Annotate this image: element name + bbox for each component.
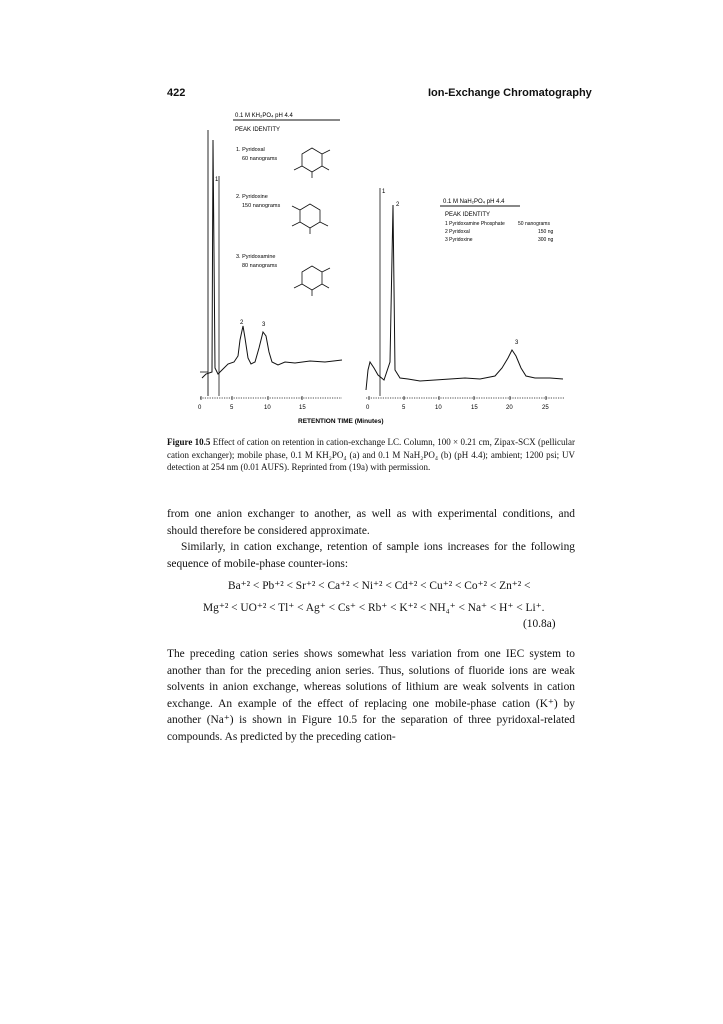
pyridoxamine-structure: [294, 266, 330, 296]
figure-caption-text: Effect of cation on retention in cation-exchange LC. Column, 100 × 0.21 cm, Zipax-SCX (pellicular cation exchanger); mobile phase, 0.1 M KH₂PO₄ (a) and 0.1 M NaH₂PO₄ (b) (pH 4.4); ambient; 1200 psi; UV detection at 254 nm (0.01 AUFS). Reprinted from (19a) with permission.: [167, 437, 575, 472]
right-tick-15: 15: [471, 405, 478, 411]
left-peak-3-number: 3: [262, 322, 266, 328]
left-peak-3-amount: 80 nanograms: [242, 263, 278, 269]
left-peak-1-amount: 60 nanograms: [242, 156, 278, 162]
right-peak-2-label: 2 Pyridoxal: [445, 229, 470, 235]
right-peak-1-label: 1 Pyridoxamine Phosphate: [445, 221, 505, 227]
left-peak-2-label: 2. Pyridoxine: [236, 194, 268, 200]
right-tick-10: 10: [435, 405, 442, 411]
right-peak-identity-title: PEAK IDENTITY: [445, 212, 491, 218]
paragraph-3: The preceding cation series shows somewhat less variation from one IEC system to another than for the preceding anion series. Thus, solutions of fluoride ions are weak solvents in anion exchange, whereas solutions of lithium are weak solvents in cation exchange. An example of the effect of replacing one mobile-phase cation (K⁺) by another (Na⁺) is shown in Figure 10.5 for the separation of three pyridoxal-related compounds. As predicted by the preceding cation-: [167, 648, 575, 743]
left-peak-1-number: 1: [215, 177, 219, 183]
right-peak-2-number: 2: [396, 202, 400, 208]
right-peak-3-number: 3: [515, 340, 519, 346]
left-peak-identity-title: PEAK IDENTITY: [235, 127, 281, 133]
right-tick-20: 20: [506, 405, 513, 411]
paragraph-1: from one anion exchanger to another, as well as with experimental conditions, and should therefore be considered approximate.: [167, 508, 575, 537]
figure-caption-label: Figure 10.5: [167, 437, 211, 447]
left-tick-0: 0: [198, 405, 202, 411]
left-tick-5: 5: [230, 405, 234, 411]
pyridoxal-structure: [294, 148, 330, 178]
left-peak-2-amount: 150 nanograms: [242, 203, 281, 209]
equation-number: (10.8a): [523, 618, 556, 630]
equation-line-2: Mg⁺² < UO⁺² < Tl⁺ < Ag⁺ < Cs⁺ < Rb⁺ < K⁺² < NH₄⁺ < Na⁺ < H⁺ < Li⁺.: [203, 602, 545, 614]
left-peak-2-number: 2: [240, 320, 244, 326]
right-peak-1-number: 1: [382, 189, 386, 195]
right-peak-1-amount: 50 nanograms: [518, 221, 550, 227]
page-number: 422: [167, 87, 186, 99]
right-peak-3-amount: 300 ng: [538, 237, 554, 243]
equation-line-1: Ba⁺² < Pb⁺² < Sr⁺² < Ca⁺² < Ni⁺² < Cd⁺² < Cu⁺² < Co⁺² < Zn⁺² <: [228, 580, 531, 592]
running-title: Ion-Exchange Chromatography: [428, 87, 592, 99]
figure-caption: [167, 436, 575, 474]
right-peak-3-label: 3 Pyridoxine: [445, 237, 473, 243]
pyridoxine-structure: [292, 204, 328, 234]
left-eluent: 0.1 M KH₂PO₄ pH 4.4: [235, 113, 293, 119]
left-tick-10: 10: [264, 405, 271, 411]
right-tick-0: 0: [366, 405, 370, 411]
left-peak-1-label: 1. Pyridoxal: [236, 147, 265, 153]
x-axis-label: RETENTION TIME (Minutes): [298, 418, 384, 425]
right-tick-5: 5: [402, 405, 406, 411]
right-peak-2-amount: 150 ng: [538, 229, 554, 235]
chromatogram-figure: [160, 100, 580, 430]
paragraph-2: Similarly, in cation exchange, retention of sample ions increases for the following sequence of mobile-phase counter-ions:: [167, 541, 575, 570]
left-tick-15: 15: [299, 405, 306, 411]
left-peak-3-label: 3. Pyridoxamine: [236, 254, 276, 260]
right-tick-25: 25: [542, 405, 549, 411]
right-eluent: 0.1 M NaH₂PO₄ pH 4.4: [443, 199, 505, 205]
